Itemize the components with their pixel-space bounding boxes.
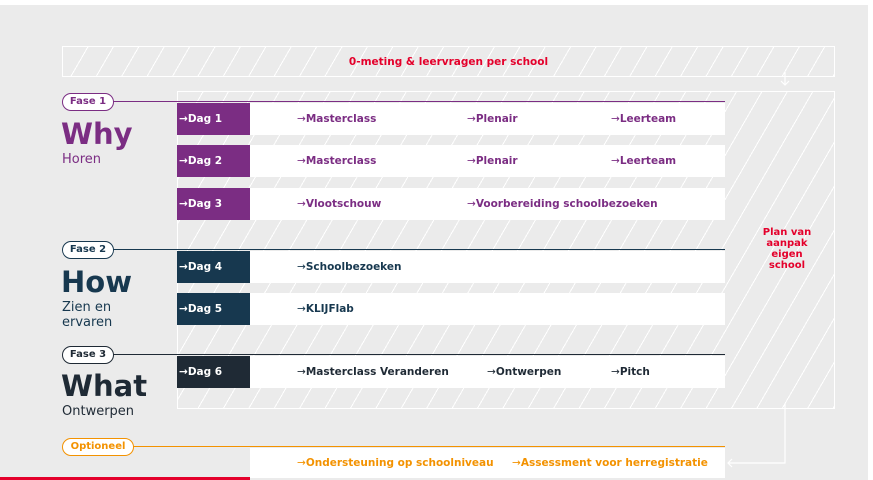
day-5-item: →KLIJFlab xyxy=(297,303,354,315)
optional-item: →Ondersteuning op schoolniveau xyxy=(297,457,494,469)
day-2-item: →Masterclass xyxy=(297,155,377,167)
day-1-item: →Plenair xyxy=(467,113,518,125)
day-6-item: →Ontwerpen xyxy=(487,366,562,378)
optional-item: →Assessment voor herregistratie xyxy=(512,457,708,469)
day-2-item: →Leerteam xyxy=(611,155,677,167)
day-2-row xyxy=(177,145,725,177)
day-1-label: →Dag 1 xyxy=(177,103,250,135)
day-6-label: →Dag 6 xyxy=(177,356,250,388)
phase-3-pill: Fase 3 xyxy=(62,346,114,364)
phase-2-title: How xyxy=(61,265,132,299)
day-3-row xyxy=(177,188,725,220)
optional-line xyxy=(130,446,725,447)
day-1-row xyxy=(177,103,725,135)
phase-2-line xyxy=(112,249,725,250)
optional-pill: Optioneel xyxy=(62,438,134,456)
plan-label: Plan van aanpak eigen school xyxy=(762,227,812,271)
phase-1-line xyxy=(112,101,725,102)
phase-3-line xyxy=(112,354,725,355)
day-1-item: →Masterclass xyxy=(297,113,377,125)
optional-row xyxy=(250,448,725,478)
phase-3-subtitle: Ontwerpen xyxy=(62,404,135,419)
day-4-label: →Dag 4 xyxy=(177,251,250,283)
day-5-row xyxy=(177,293,725,325)
day-1-item: →Leerteam xyxy=(611,113,677,125)
phase-1-pill: Fase 1 xyxy=(62,93,114,111)
day-2-item: →Plenair xyxy=(467,155,518,167)
phase-2-pill: Fase 2 xyxy=(62,241,114,259)
day-3-item: →Voorbereiding schoolbezoeken xyxy=(467,198,658,210)
day-6-item: →Pitch xyxy=(611,366,650,378)
day-6-item: →Masterclass Veranderen xyxy=(297,366,449,378)
day-2-label: →Dag 2 xyxy=(177,145,250,177)
day-5-label: →Dag 5 xyxy=(177,293,250,325)
diagram-background xyxy=(0,5,868,480)
day-3-item: →Vlootschouw xyxy=(297,198,382,210)
zero-measurement-label: 0-meting & leervragen per school xyxy=(348,56,549,68)
day-4-item: →Schoolbezoeken xyxy=(297,261,402,273)
day-6-row xyxy=(177,356,725,388)
day-4-row xyxy=(177,251,725,283)
day-3-label: →Dag 3 xyxy=(177,188,250,220)
phase-1-title: Why xyxy=(61,117,133,151)
phase-3-title: What xyxy=(61,369,148,403)
phase-1-subtitle: Horen xyxy=(62,152,102,167)
phase-2-subtitle: Zien en ervaren xyxy=(62,300,113,330)
